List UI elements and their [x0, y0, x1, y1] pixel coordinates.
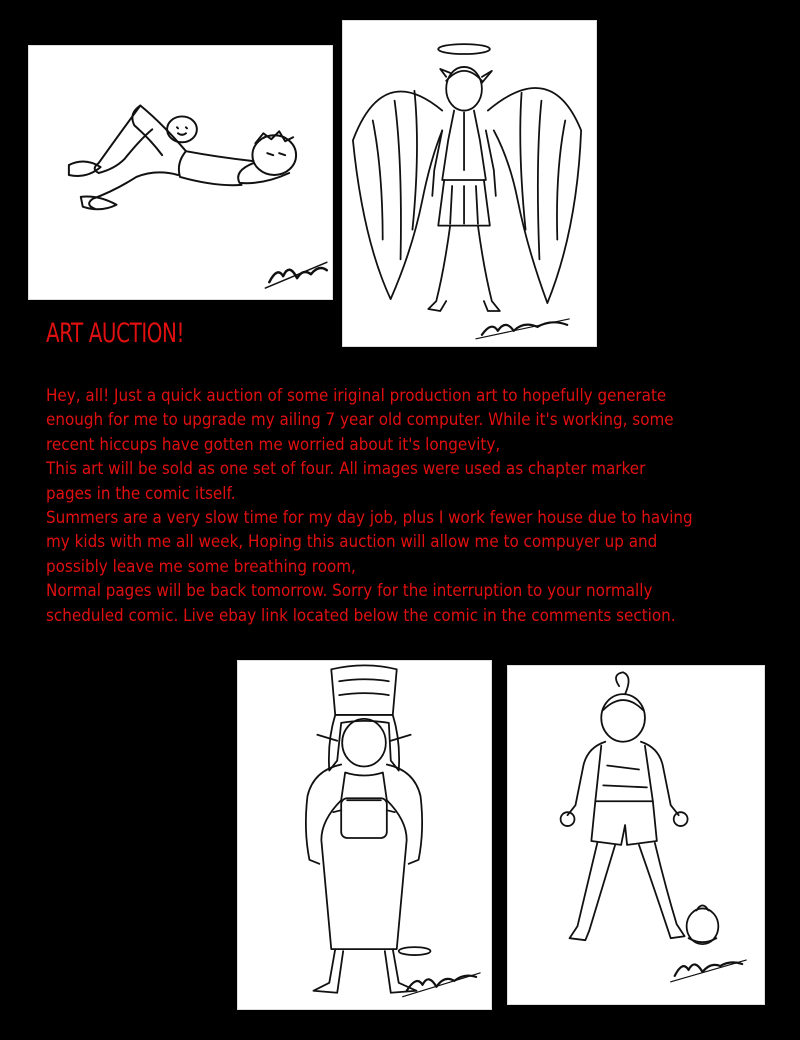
chef-character-drawing	[238, 661, 491, 1009]
description-line: my kids with me all week, Hoping this auction will allow me to compuyer up and	[46, 532, 658, 552]
description-line: enough for me to upgrade my ailing 7 year old computer. While it's working, some	[46, 410, 674, 430]
auction-description	[46, 384, 766, 628]
artwork-character-from-behind	[507, 665, 765, 1005]
description-line: recent hiccups have gotten me worried about it's longevity,	[46, 434, 501, 454]
winged-angel-drawing	[343, 21, 596, 346]
page-title: ART AUCTION!	[46, 318, 185, 349]
description-line: possibly leave me some breathing room,	[46, 556, 356, 576]
reclining-character-drawing	[29, 46, 332, 299]
artwork-chef-character	[237, 660, 492, 1010]
description-line: Normal pages will be back tomorrow. Sorry for the interruption to your normally	[46, 581, 653, 601]
character-from-behind-drawing	[508, 666, 764, 1004]
artwork-winged-angel	[342, 20, 597, 347]
description-line: Hey, all! Just a quick auction of some iriginal production art to hopefully generate	[46, 386, 667, 405]
description-line: scheduled comic. Live ebay link located below the comic in the comments section.	[46, 605, 676, 625]
description-line: pages in the comic itself.	[46, 483, 236, 503]
description-line: This art will be sold as one set of four. All images were used as chapter marker	[46, 459, 646, 479]
description-line: Summers are a very slow time for my day job, plus I work fewer house due to having	[46, 508, 693, 528]
artwork-reclining-character	[28, 45, 333, 300]
